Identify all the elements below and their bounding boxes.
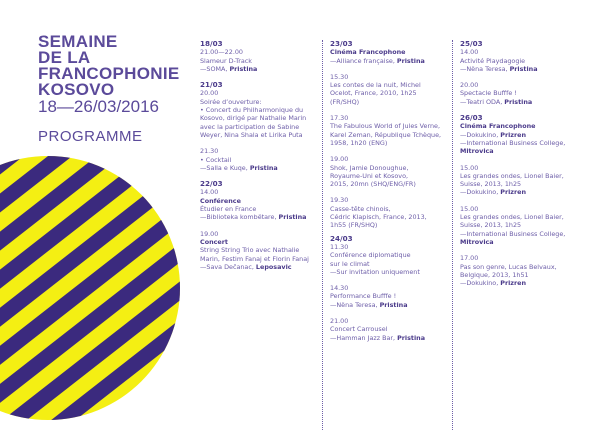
venue-name: —Alliance française, — [330, 56, 397, 65]
event-text: 21.30 — [200, 147, 219, 156]
spacer — [330, 276, 455, 284]
spacer — [460, 156, 585, 164]
event-date: 23/03 — [330, 39, 353, 48]
event-venue — [200, 164, 325, 172]
event-date: 22/03 — [200, 179, 223, 189]
venue-city: Pristina — [396, 56, 425, 65]
event-venue — [200, 263, 325, 271]
event-text: 19.00 — [330, 155, 349, 164]
venue-city: Prizren — [500, 279, 527, 288]
event-text: —International Business College, — [460, 138, 566, 147]
event-text: Royaume-Uni et Kosovo, — [330, 171, 409, 180]
event-text: Kosovo, dirigé par Nathalie Marin — [200, 114, 307, 123]
striped-circle-graphic — [0, 154, 180, 422]
title-line: FRANCOPHONIE — [38, 64, 180, 83]
venue-city: Pristina — [504, 97, 533, 106]
event-heading: Mitrovica — [460, 147, 494, 156]
venue-name: —Dokukino, — [460, 130, 501, 139]
event-text: Belgique, 2013, 1h51 — [460, 270, 529, 279]
event-text: Pas son genre, Lucas Belvaux, — [460, 262, 557, 271]
event-text: —Sur invitation uniquement — [330, 267, 420, 276]
venue-city: Pristina — [509, 64, 538, 73]
event-text: 17.00 — [460, 254, 479, 263]
event-venue — [460, 279, 585, 287]
event-text: Concert Carrousel — [330, 325, 388, 334]
event-text: Casse-tête chinois, — [330, 204, 391, 213]
venue-name: —Biblioteka kombëtare, — [200, 213, 279, 222]
event-venue — [330, 334, 455, 342]
spacer — [200, 139, 325, 147]
venue-city: Pristina — [249, 163, 278, 172]
venue-city: Leposavic — [255, 262, 292, 271]
venue-name: —Sava Dečanac, — [200, 262, 256, 271]
venue-name: —Dokukino, — [460, 279, 501, 288]
event-heading: Concert — [200, 237, 228, 246]
event-text: 20.00 — [200, 89, 219, 98]
event-venue — [330, 301, 455, 309]
event-heading: Cinéma Francophone — [330, 48, 406, 57]
event-date: 21/03 — [200, 80, 223, 90]
event-text: Les grandes ondes, Lionel Baier, — [460, 171, 564, 180]
festival-dates: 18—26/03/2016 — [38, 97, 159, 116]
venue-name: —Teatri ODA, — [460, 97, 505, 106]
event-text: Karel Zeman, République Tchèque, — [330, 130, 442, 139]
event-text: Activité Playdagogie — [460, 56, 526, 65]
venue-name: —SOMA, — [200, 64, 230, 73]
event-text: avec la participation de Sabine — [200, 122, 300, 131]
event-text: Cédric Klapisch, France, 2013, — [330, 213, 427, 222]
title-line: DE LA — [38, 48, 91, 67]
event-text: 15.00 — [460, 204, 479, 213]
venue-city: Pristina — [379, 300, 408, 309]
event-text: (FR/SHQ) — [330, 97, 360, 106]
title-line: KOSOVO — [38, 80, 115, 99]
event-text: 15.30 — [330, 72, 349, 81]
programme-column-2 — [330, 40, 455, 342]
event-text: The Fabulous World of Jules Verne, — [330, 122, 440, 131]
event-text: Suisse, 2013, 1h25 — [460, 221, 522, 230]
venue-name: —Dokukino, — [460, 188, 501, 197]
event-text: Les contes de la nuit, Michel — [330, 81, 421, 90]
event-text: Shok, Jamie Donoughue, — [330, 163, 409, 172]
event-venue — [460, 65, 585, 73]
event-text: 21.00—22.00 — [200, 48, 243, 57]
event-date: 18/03 — [200, 39, 223, 48]
event-venue — [460, 98, 585, 106]
event-text: Les grandes ondes, Lionel Baier, — [460, 213, 564, 222]
event-text: Soirée d’ouverture: — [200, 97, 262, 106]
event-text: Ocelot, France, 2010, 1h25 — [330, 89, 417, 98]
venue-city: Prizren — [500, 130, 527, 139]
festival-title — [38, 34, 208, 116]
spacer — [460, 246, 585, 254]
event-text: 14.00 — [460, 48, 479, 57]
event-text: 17.30 — [330, 114, 349, 123]
programme-column-1 — [200, 40, 325, 271]
venue-city: Prizren — [500, 188, 527, 197]
event-text: Slameur D-Track — [200, 56, 252, 65]
event-text: 15.00 — [460, 163, 479, 172]
spacer — [330, 106, 455, 114]
event-text: Marin, Festim Fanaj et Florin Fanaj — [200, 254, 309, 263]
event-text: 21.00 — [330, 317, 349, 326]
venue-name: —Nëna Teresa, — [330, 300, 380, 309]
event-venue — [200, 65, 325, 73]
spacer — [330, 65, 455, 73]
event-venue — [200, 213, 325, 221]
event-text: 1958, 1h20 (ENG) — [330, 138, 388, 147]
event-text: 14.00 — [200, 188, 219, 197]
event-text: 19.30 — [330, 196, 349, 205]
event-text: 20.00 — [460, 81, 479, 90]
event-venue — [460, 188, 585, 196]
event-date: 26/03 — [460, 113, 483, 123]
spacer — [330, 147, 455, 155]
event-date: 25/03 — [460, 39, 483, 48]
event-heading: Mitrovica — [460, 237, 494, 246]
programme-heading: PROGRAMME — [38, 128, 143, 145]
venue-city: Pristina — [397, 333, 426, 342]
programme-column-3 — [460, 40, 585, 287]
venue-name: —Nëna Teresa, — [460, 64, 510, 73]
spacer — [330, 309, 455, 317]
event-text: Performance Bufffe ! — [330, 292, 397, 301]
event-text: • Concert du Philharmonique du — [200, 106, 304, 115]
event-text: 14.30 — [330, 284, 349, 293]
event-text: 2015, 20mn (SHQ/ENG/FR) — [330, 180, 416, 189]
event-date: 24/03 — [330, 233, 353, 243]
event-text: Suisse, 2013, 1h25 — [460, 180, 522, 189]
event-text: sur le climat — [330, 259, 370, 268]
venue-name: —Hamman Jazz Bar, — [330, 333, 398, 342]
event-text: Conférence diplomatique — [330, 251, 411, 260]
event-text: Weyer, Nina Shala et Lirika Puta — [200, 130, 303, 139]
venue-city: Pristina — [229, 64, 258, 73]
venue-name: —Salla e Kuqe, — [200, 163, 250, 172]
event-heading: Cinéma Francophone — [460, 122, 536, 131]
event-text: Étudier en France — [200, 205, 257, 214]
title-line: SEMAINE — [38, 32, 118, 51]
event-text: 19.00 — [200, 229, 219, 238]
event-venue — [460, 131, 585, 139]
spacer — [200, 222, 325, 230]
event-text: 11.30 — [330, 242, 349, 251]
event-venue — [330, 57, 455, 65]
venue-city: Pristina — [278, 213, 307, 222]
spacer — [460, 73, 585, 81]
spacer — [460, 197, 585, 205]
event-text: 1h55 (FR/SHQ) — [330, 221, 378, 230]
spacer — [330, 188, 455, 196]
event-heading: Conférence — [200, 196, 241, 205]
event-text: —International Business College, — [460, 229, 566, 238]
event-text: • Cocktail — [200, 155, 232, 164]
event-text: Spectacle Bufffe ! — [460, 89, 517, 98]
event-text: String String Trio avec Nathalie — [200, 246, 300, 255]
